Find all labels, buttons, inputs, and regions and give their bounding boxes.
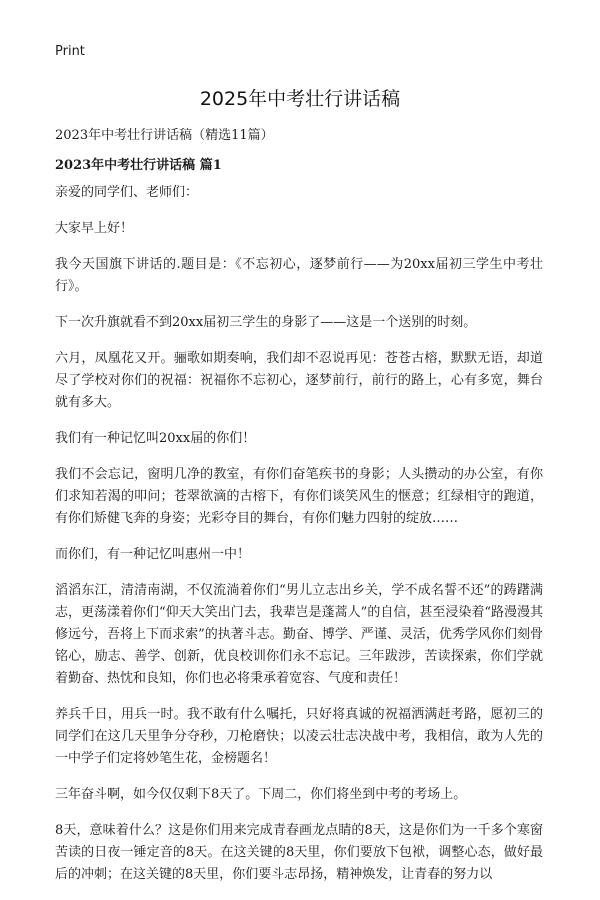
paragraph: 亲爱的同学们、老师们： (55, 185, 199, 200)
print-link[interactable]: Print (55, 44, 85, 59)
article-body (55, 182, 543, 900)
paragraph: 而你们，有一种记忆叫惠州一中！ (55, 547, 251, 562)
paragraph: 六月，凤凰花又开。骊歌如期奏响，我们却不忍说再见：苍苍古榕，默默无语，却道尽了学校对你们的祝福：祝福你不忘初心，逐梦前行，前行的路上，心有多宽，舞台就有多大。 (55, 351, 543, 410)
paragraph: 大家早上好！ (55, 221, 134, 236)
paragraph: 养兵千日，用兵一时。我不敢有什么嘱托，只好将真诚的祝福洒满赶考路，愿初三的同学们在这几天里争分夺秒，刀枪磨快；以凌云壮志决战中考，我相信，敢为人先的一中学子们定将妙笔生花，金榜题名！ (55, 707, 543, 766)
paragraph: 三年奋斗啊，如今仅仅剩下8天了。下周二，你们将坐到中考的考场上。 (55, 787, 467, 802)
section-heading: 2023年中考壮行讲话稿 篇1 (55, 158, 222, 173)
paragraph: 我们有一种记忆叫20xx届的你们！ (55, 431, 256, 446)
document-subtitle: 2023年中考壮行讲话稿（精选11篇） (55, 128, 274, 143)
paragraph: 滔滔东江，清清南湖，不仅流淌着你们“男儿立志出乡关，学不成名誓不还”的踌躇满志，更荡漾着你们“仰天大笑出门去，我辈岂是蓬蒿人”的自信，甚至浸染着“路漫漫其修远兮，吾将上下而求索”的执著斗志。勤奋、博学、严谨、灵活，优秀学风你们刻骨铭心，励志、善学、创新，优良校训你们永不忘记。三年跋涉，苦读探索，你们学就着勤奋、热忱和良知，你们也必将秉承着宽容、气度和责任！ (55, 583, 543, 686)
page-title: 2025年中考壮行讲话稿 (199, 88, 401, 110)
paragraph: 下一次升旗就看不到20xx届初三学生的身影了——这是一个送别的时刻。 (55, 315, 477, 330)
paragraph: 我们不会忘记，窗明几净的教室，有你们奋笔疾书的身影；人头攒动的办公室，有你们求知若渴的叩问；苍翠欲滴的古榕下，有你们谈笑风生的惬意；红绿相守的跑道，有你们矫健飞奔的身姿；光彩夺目的舞台，有你们魅力四射的绽放…… (55, 467, 543, 526)
paragraph: 8天，意味着什么？这是你们用来完成青春画龙点睛的8天，这是你们为一千多个寒窗苦读的日夜一锤定音的8天。在这关键的8天里，你们要放下包袱，调整心态，做好最后的冲刺；在这关键的8天里，你们要斗志昂扬，精神焕发，让青春的努力以 (55, 823, 543, 882)
paragraph: 我今天国旗下讲话的.题目是：《不忘初心，逐梦前行——为20xx届初三学生中考壮行》。 (55, 257, 543, 294)
